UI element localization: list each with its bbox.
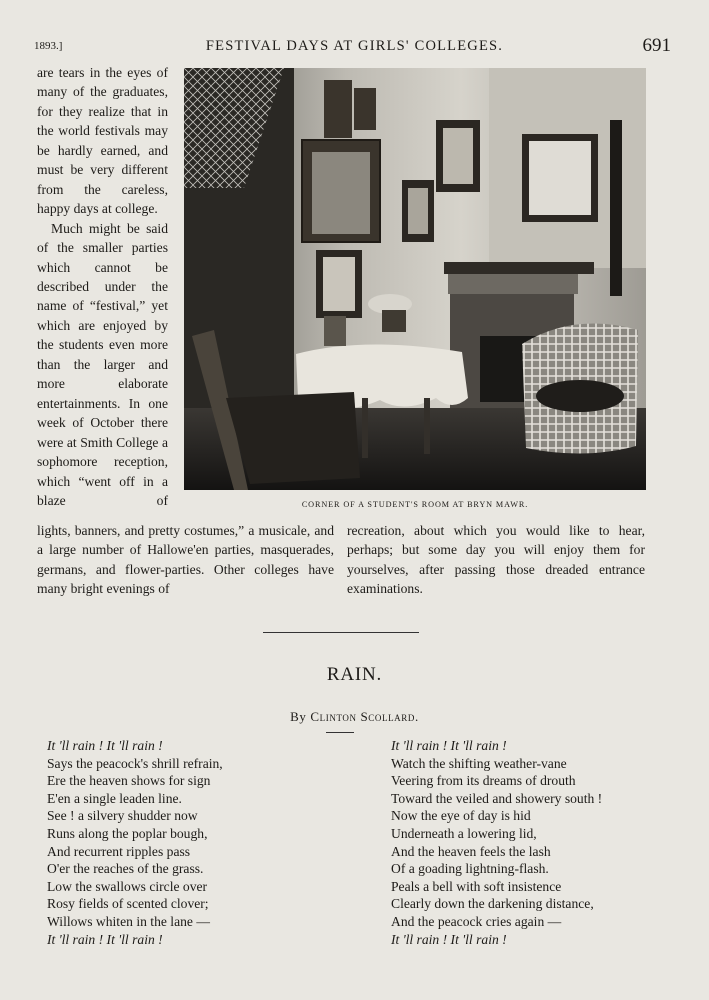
poem-line: See ! a silvery shudder now: [47, 808, 198, 824]
poem-line: And the peacock cries again —: [391, 913, 562, 929]
poem-line: It 'll rain ! It 'll rain !: [47, 931, 163, 947]
poem-byline: [0, 709, 709, 725]
page-number: 691: [642, 35, 671, 56]
header-title: FESTIVAL DAYS AT GIRLS' COLLEGES.: [205, 38, 504, 54]
poem-line: Toward the veiled and showery south !: [391, 790, 603, 806]
poem-line: Clearly down the darkening distance,: [391, 896, 594, 912]
figure-caption: CORNER OF A STUDENT'S ROOM AT BRYN MAWR.: [301, 500, 529, 509]
poem-line: Says the peacock's shrill refrain,: [47, 755, 223, 771]
poem-line: Veering from its dreams of drouth: [391, 773, 576, 789]
poem-line: Now the eye of day is hid: [391, 808, 531, 824]
poem-stanza-right: [391, 737, 691, 948]
poem-line: Rosy fields of scented clover;: [47, 896, 209, 912]
paragraph: recreation, about which you would like to hear, perhaps; but some day you will enjoy them for yourselves, after passing those dreaded entrance examinations.: [347, 523, 645, 597]
byline-author: Clinton Scollard.: [310, 709, 419, 724]
poem-line: It 'll rain ! It 'll rain !: [391, 738, 507, 753]
poem-line: Of a goading lightning-flash.: [391, 861, 549, 877]
byline-prefix: By: [290, 709, 307, 724]
poem-line: Willows whiten in the lane —: [47, 913, 210, 929]
poem-line: E'en a single leaden line.: [47, 790, 182, 806]
poem-line: Underneath a lowering lid,: [391, 825, 537, 841]
poem-line: And the heaven feels the lash: [391, 843, 551, 859]
poem-title: RAIN.: [326, 664, 383, 685]
room-photograph: [184, 68, 646, 490]
poem-line: Runs along the poplar bough,: [47, 825, 208, 841]
paragraph: Much might be said of the smaller parties which cannot be described under the name of “festival,” yet which are enjoyed by the students even more than the larger and more elaborate entertainments. In one week of October there were at Smith College a sophomore reception, which “went off in a blaze of: [37, 220, 168, 508]
poem-line: It 'll rain ! It 'll rain !: [47, 738, 163, 753]
running-header: [0, 35, 709, 58]
room-photo-illustration: [184, 68, 646, 490]
text-column-left: [37, 521, 334, 599]
poem-stanza-left: [47, 737, 347, 948]
narrow-text-column: [37, 63, 168, 510]
poem-line: Watch the shifting weather-vane: [391, 755, 567, 771]
section-divider: [263, 632, 419, 633]
header-year: 1893.]: [34, 40, 63, 52]
poem-line: And recurrent ripples pass: [47, 843, 191, 859]
poem-line: Peals a bell with soft insistence: [391, 878, 562, 894]
poem-line: It 'll rain ! It 'll rain !: [391, 931, 507, 947]
poem-line: O'er the reaches of the grass.: [47, 861, 204, 877]
text-column-right: [347, 521, 645, 599]
paragraph: are tears in the eyes of many of the graduates, for they realize that in the world festivals may be hardly earned, and must be very different from the careless, happy days at college.: [37, 65, 168, 217]
poem-line: Ere the heaven shows for sign: [47, 773, 211, 789]
paragraph: lights, banners, and pretty costumes,” a musicale, and a large number of Hallowe'en parties, masquerades, germans, and flower-parties. Other colleges have many bright evenings of: [37, 523, 334, 597]
poem-line: Low the swallows circle over: [47, 878, 208, 894]
byline-divider: [326, 732, 354, 733]
